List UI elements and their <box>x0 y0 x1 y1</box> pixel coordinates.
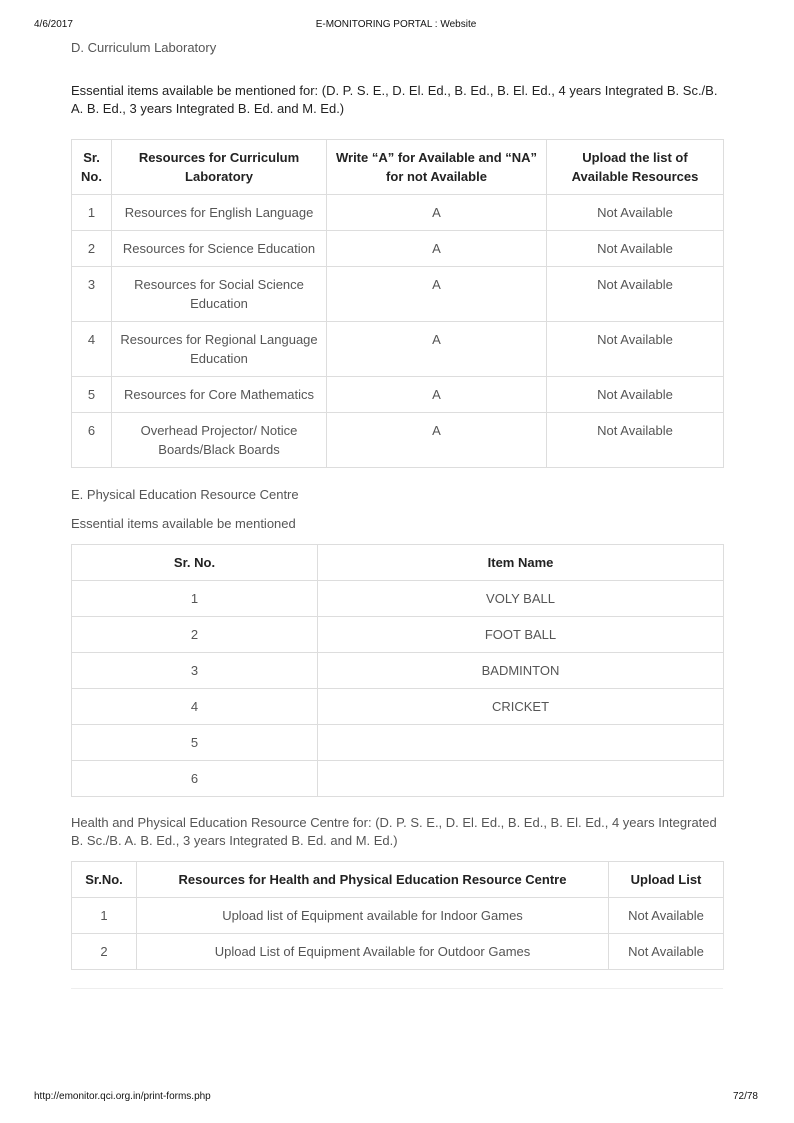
cell-resource: Upload List of Equipment Available for Outdoor Games <box>137 934 609 970</box>
col-header-sr: Sr.No. <box>72 862 137 898</box>
cell-upload: Not Available <box>609 934 724 970</box>
table-row <box>72 267 724 322</box>
cell-sr: 4 <box>72 322 112 377</box>
health-section-intro: Health and Physical Education Resource Centre for: (D. P. S. E., D. El. Ed., B. Ed., B. El. Ed., 4 years Integrated B. Sc./B. A. B. Ed., 3 years Integrated B. Ed. and M. Ed.) <box>71 815 717 848</box>
section-e-heading: E. Physical Education Resource Centre <box>71 487 299 502</box>
section-e-intro: Essential items available be mentioned <box>71 516 296 531</box>
cell-status: A <box>327 322 547 377</box>
cell-status: A <box>327 413 547 468</box>
cell-item-name <box>318 761 724 797</box>
col-header-availability: Write “A” for Available and “NA” for not Available <box>327 140 547 195</box>
table-row <box>72 898 724 934</box>
table-header-row <box>72 140 724 195</box>
table-row <box>72 617 724 653</box>
cell-sr: 6 <box>72 761 318 797</box>
cell-sr: 2 <box>72 934 137 970</box>
col-header-item-name: Item Name <box>318 545 724 581</box>
cell-upload: Not Available <box>547 322 724 377</box>
print-title: E-MONITORING PORTAL : Website <box>315 19 477 30</box>
table-row <box>72 725 724 761</box>
cell-sr: 2 <box>72 617 318 653</box>
print-date: 4/6/2017 <box>34 19 73 30</box>
cell-upload: Not Available <box>609 898 724 934</box>
table-row <box>72 413 724 468</box>
cell-sr: 6 <box>72 413 112 468</box>
cell-status: A <box>327 377 547 413</box>
col-header-sr: Sr. No. <box>72 545 318 581</box>
page-number: 72/78 <box>732 1091 758 1102</box>
table-row <box>72 653 724 689</box>
print-footer <box>34 1091 758 1105</box>
cell-sr: 1 <box>72 898 137 934</box>
cell-status: A <box>327 267 547 322</box>
cell-resource: Resources for English Language <box>112 195 327 231</box>
col-header-upload: Upload the list of Available Resources <box>547 140 724 195</box>
col-header-resource: Resources for Health and Physical Education Resource Centre <box>137 862 609 898</box>
print-url: http://emonitor.qci.org.in/print-forms.php <box>34 1091 211 1102</box>
table-row <box>72 689 724 725</box>
curriculum-lab-table <box>71 139 724 468</box>
cell-sr: 3 <box>72 653 318 689</box>
cell-upload: Not Available <box>547 413 724 468</box>
cell-resource: Resources for Regional Language Education <box>112 322 327 377</box>
cell-sr: 5 <box>72 377 112 413</box>
cell-resource: Upload list of Equipment available for Indoor Games <box>137 898 609 934</box>
cell-sr: 1 <box>72 195 112 231</box>
table-row <box>72 195 724 231</box>
table-row <box>72 231 724 267</box>
cell-sr: 1 <box>72 581 318 617</box>
cell-resource: Resources for Social Science Education <box>112 267 327 322</box>
cell-sr: 3 <box>72 267 112 322</box>
section-divider <box>71 988 723 989</box>
table-header-row <box>72 862 724 898</box>
cell-upload: Not Available <box>547 267 724 322</box>
cell-item-name <box>318 725 724 761</box>
cell-status: A <box>327 195 547 231</box>
cell-upload: Not Available <box>547 195 724 231</box>
table-header-row <box>72 545 724 581</box>
table-row <box>72 761 724 797</box>
print-header <box>34 19 758 33</box>
cell-resource: Resources for Core Mathematics <box>112 377 327 413</box>
health-resource-table <box>71 861 724 970</box>
table-row <box>72 322 724 377</box>
cell-resource: Overhead Projector/ Notice Boards/Black Boards <box>112 413 327 468</box>
cell-item-name: BADMINTON <box>318 653 724 689</box>
cell-upload: Not Available <box>547 377 724 413</box>
table-row <box>72 934 724 970</box>
cell-sr: 5 <box>72 725 318 761</box>
section-d-heading: D. Curriculum Laboratory <box>71 40 217 55</box>
col-header-upload: Upload List <box>609 862 724 898</box>
table-row <box>72 581 724 617</box>
cell-item-name: FOOT BALL <box>318 617 724 653</box>
cell-upload: Not Available <box>547 231 724 267</box>
section-d-intro: Essential items available be mentioned for: (D. P. S. E., D. El. Ed., B. Ed., B. El. Ed., 4 years Integrated B. Sc./B. A. B. Ed., 3 years Integrated B. Ed. and M. Ed.) <box>71 83 718 116</box>
cell-sr: 2 <box>72 231 112 267</box>
cell-item-name: CRICKET <box>318 689 724 725</box>
col-header-resource: Resources for Curriculum Laboratory <box>112 140 327 195</box>
physical-education-table <box>71 544 724 797</box>
cell-item-name: VOLY BALL <box>318 581 724 617</box>
cell-status: A <box>327 231 547 267</box>
cell-sr: 4 <box>72 689 318 725</box>
col-header-sr: Sr. No. <box>72 140 112 195</box>
table-row <box>72 377 724 413</box>
cell-resource: Resources for Science Education <box>112 231 327 267</box>
